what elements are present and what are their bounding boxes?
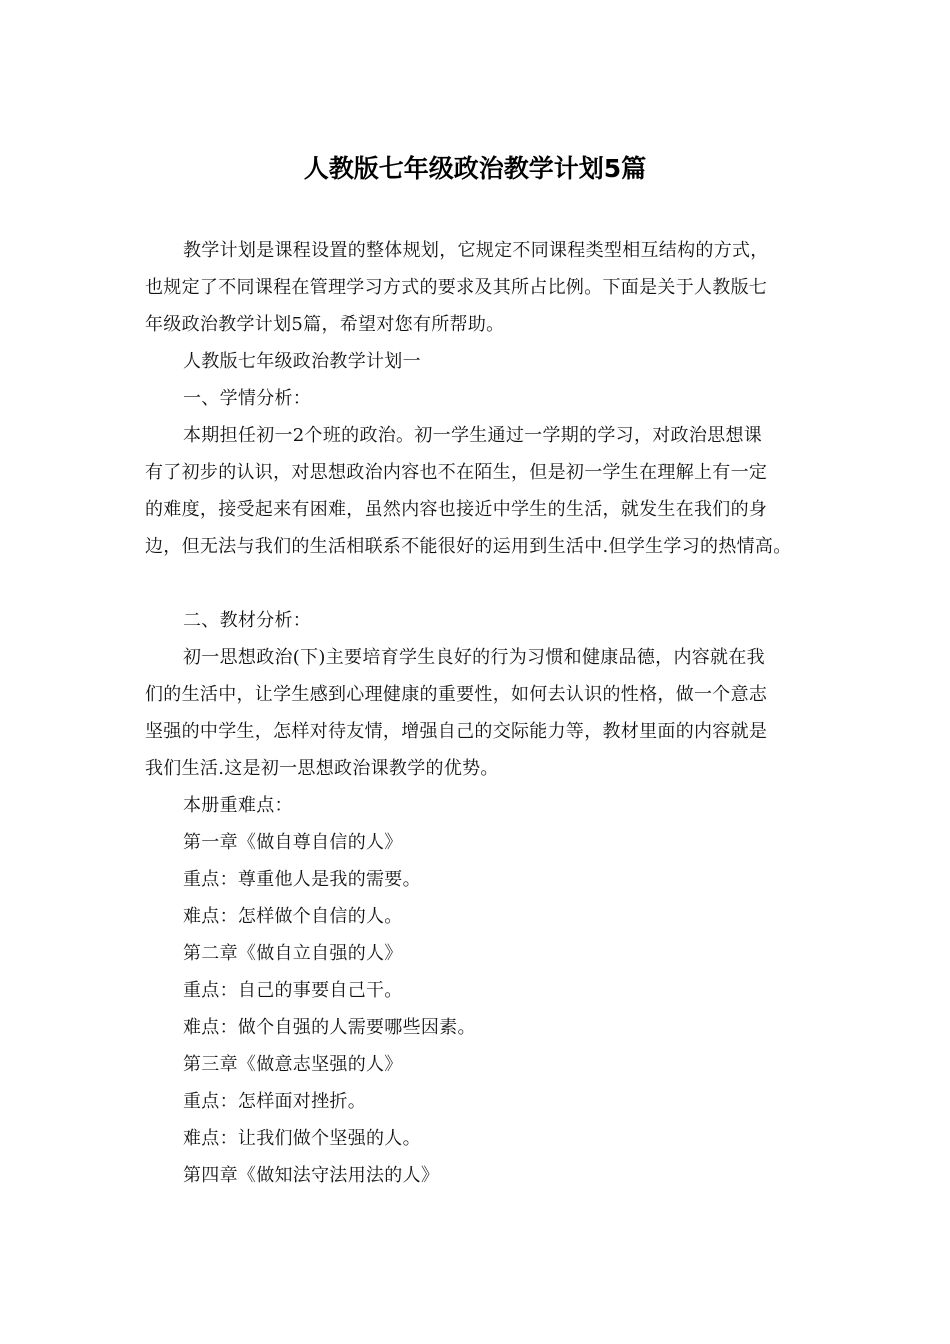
document-title: 人教版七年级政治教学计划5篇 [303,154,647,183]
chapter-1-key: 重点：尊重他人是我的需要。 [183,869,421,890]
section2-line-1: 初一思想政治(下)主要培育学生良好的行为习惯和健康品德，内容就在我 [183,647,765,668]
chapter-3-title: 第三章《做意志坚强的人》 [183,1054,403,1075]
chapter-3-difficulty: 难点：让我们做个坚强的人。 [183,1128,421,1149]
section2-line-4: 我们生活.这是初一思想政治课教学的优势。 [145,758,499,779]
chapter-3-key: 重点：怎样面对挫折。 [183,1091,366,1112]
chapter-1-title: 第一章《做自尊自信的人》 [183,832,403,853]
section1-heading: 一、学情分析： [183,388,312,409]
chapter-2-difficulty: 难点：做个自强的人需要哪些因素。 [183,1017,476,1038]
plan-heading: 人教版七年级政治教学计划一 [183,351,421,372]
section1-line-2: 有了初步的认识，对思想政治内容也不在陌生，但是初一学生在理解上有一定 [145,462,768,483]
section2-heading: 二、教材分析： [183,610,312,631]
document-body [145,232,815,1194]
chapter-1-difficulty: 难点：怎样做个自信的人。 [183,906,403,927]
key-points-heading: 本册重难点： [183,795,293,816]
section2-line-2: 们的生活中，让学生感到心理健康的重要性，如何去认识的性格，做一个意志 [145,684,768,705]
intro-line-1: 教学计划是课程设置的整体规划，它规定不同课程类型相互结构的方式， [183,240,769,261]
intro-line-3: 年级政治教学计划5篇，希望对您有所帮助。 [145,314,505,335]
section2-line-3: 坚强的中学生，怎样对待友情，增强自己的交际能力等，教材里面的内容就是 [145,721,768,742]
section1-line-3: 的难度，接受起来有困难，虽然内容也接近中学生的生活，就发生在我们的身 [145,499,768,520]
blank-line [145,565,815,602]
chapter-2-key: 重点：自己的事要自己干。 [183,980,403,1001]
chapter-4-title: 第四章《做知法守法用法的人》 [183,1165,440,1186]
section1-line-4: 边，但无法与我们的生活相联系不能很好的运用到生活中.但学生学习的热情高。 [145,536,792,557]
intro-line-2: 也规定了不同课程在管理学习方式的要求及其所占比例。下面是关于人教版七 [145,277,768,298]
section1-line-1: 本期担任初一2个班的政治。初一学生通过一学期的学习，对政治思想课 [183,425,763,446]
chapter-2-title: 第二章《做自立自强的人》 [183,943,403,964]
